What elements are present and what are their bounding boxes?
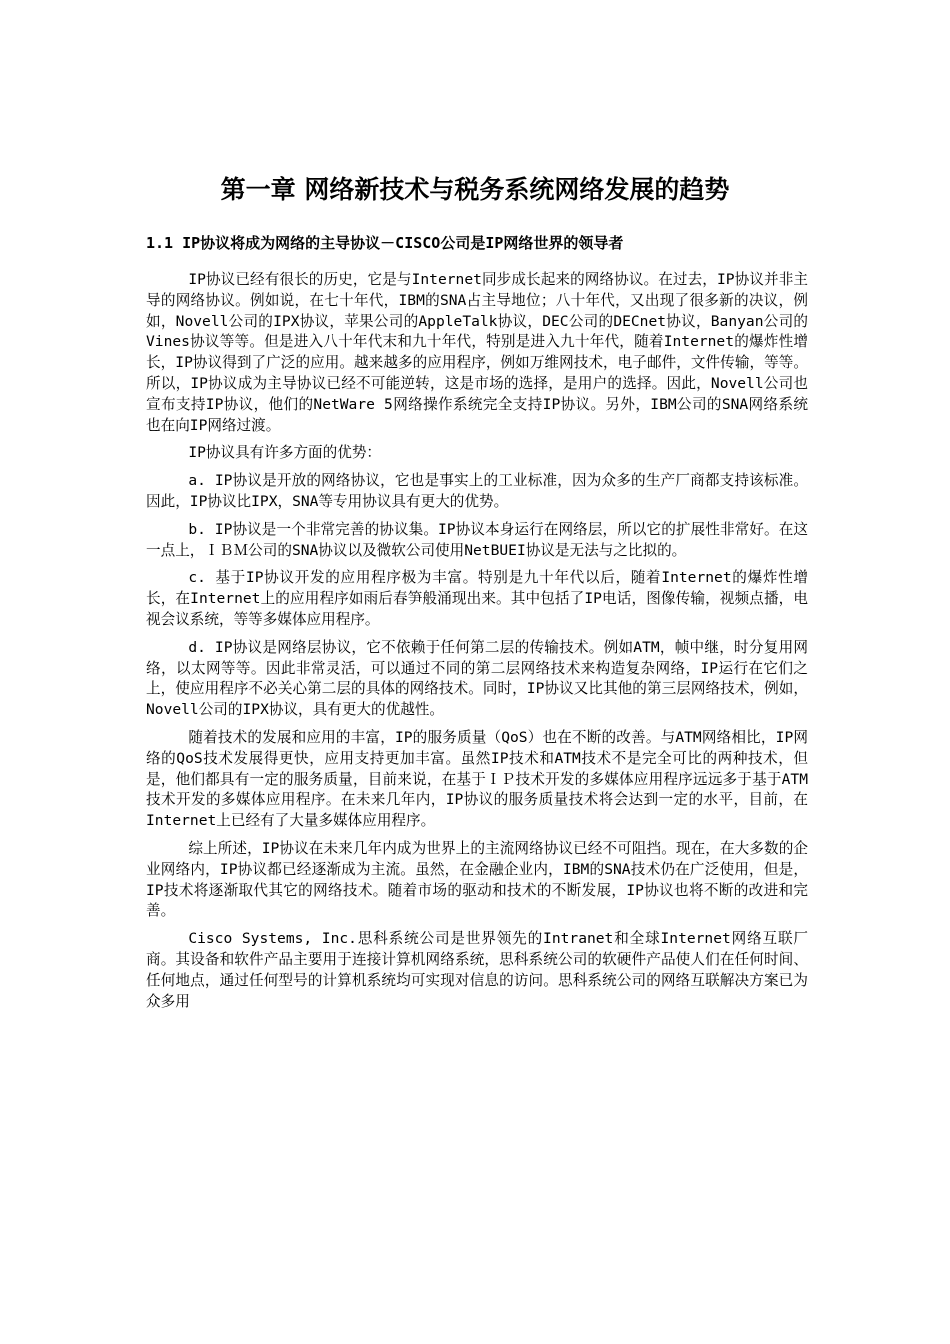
- paragraph-advantage-d: d. IP协议是网络层协议，它不依赖于任何第二层的传输技术。例如ATM，帧中继，时分复用网络，以太网等等。因此非常灵活，可以通过不同的第二层网络技术来构造复杂网络，IP运行在它们之上，使应用程序不必关心第二层的具体的网络技术。同时，IP协议又比其他的第三层网络技术，例如，Novell公司的IPX协议，具有更大的优越性。: [146, 638, 808, 719]
- paragraph-advantage-a: a. IP协议是开放的网络协议，它也是事实上的工业标准，因为众多的生产厂商都支持该标准。因此，IP协议比IPX，SNA等专用协议具有更大的优势。: [146, 472, 808, 510]
- paragraph-summary: 综上所述，IP协议在未来几年内成为世界上的主流网络协议已经不可阻挡。现在，在大多数的企业网络内，IP协议都已经逐渐成为主流。虽然，在金融企业内，IBM的SNA技术仍在广泛使用，但是，IP技术将逐渐取代其它的网络技术。随着市场的驱动和技术的不断发展，IP协议也将不断的改进和完善。: [146, 839, 808, 920]
- section-heading: 1.1 IP协议将成为网络的主导协议－CISCO公司是IP网络世界的领导者: [146, 234, 624, 252]
- paragraph-advantage-b: b. IP协议是一个非常完善的协议集。IP协议本身运行在网络层，所以它的扩展性非常好。在这一点上，ＩＢＭ公司的SNA协议以及微软公司使用NetBUEI协议是无法与之比拟的。: [146, 520, 808, 559]
- paragraph-qos: 随着技术的发展和应用的丰富，IP的服务质量（QoS）也在不断的改善。与ATM网络相比，IP网络的QoS技术发展得更快，应用支持更加丰富。虽然IP技术和ATM技术不是完全可比的两种技术，但是，他们都具有一定的服务质量，目前来说，在基于ＩＰ技术开发的多媒体应用程序远远多于基于ATM技术开发的多媒体应用程序。在未来几年内，IP协议的服务质量技术将会达到一定的水平，目前，在Internet上已经有了大量多媒体应用程序。: [146, 728, 808, 830]
- paragraph-advantages-intro: IP协议具有许多方面的优势：: [188, 444, 382, 462]
- paragraph-cisco: Cisco Systems, Inc.思科系统公司是世界领先的Intranet和全球Internet网络互联厂商。其设备和软件产品主要用于连接计算机网络系统，思科系统公司的软硬件产品使人们在任何时间、任何地点，通过任何型号的计算机系统均可实现对信息的访问。思科系统公司的网络互联解决方案已为众多用: [146, 930, 808, 1010]
- chapter-title: 第一章 网络新技术与税务系统网络发展的趋势: [220, 175, 730, 204]
- body-text: [146, 270, 808, 1019]
- paragraph-advantage-c: c. 基于IP协议开发的应用程序极为丰富。特别是九十年代以后，随着Internet的爆炸性增长，在Internet上的应用程序如雨后春笋般涌现出来。其中包括了IP电话，图像传输，视频点播，电视会议系统，等等多媒体应用程序。: [146, 569, 808, 628]
- paragraph-ip-history: IP协议已经有很长的历史，它是与Internet同步成长起来的网络协议。在过去，IP协议并非主导的网络协议。例如说，在七十年代，IBM的SNA占主导地位；八十年代，又出现了很多新的决议，例如，Novell公司的IPX协议，苹果公司的AppleTalk协议，DEC公司的DECnet协议，Banyan公司的Vines协议等等。但是进入八十年代末和九十年代，特别是进入九十年代，随着Internet的爆炸性增长，IP协议得到了广泛的应用。越来越多的应用程序，例如万维网技术，电子邮件，文件传输，等等。所以，IP协议成为主导协议已经不可能逆转，这是市场的选择，是用户的选择。因此，Novell公司也宣布支持IP协议，他们的NetWare 5网络操作系统完全支持IP协议。另外，IBM公司的SNA网络系统也在向IP网络过渡。: [146, 271, 808, 434]
